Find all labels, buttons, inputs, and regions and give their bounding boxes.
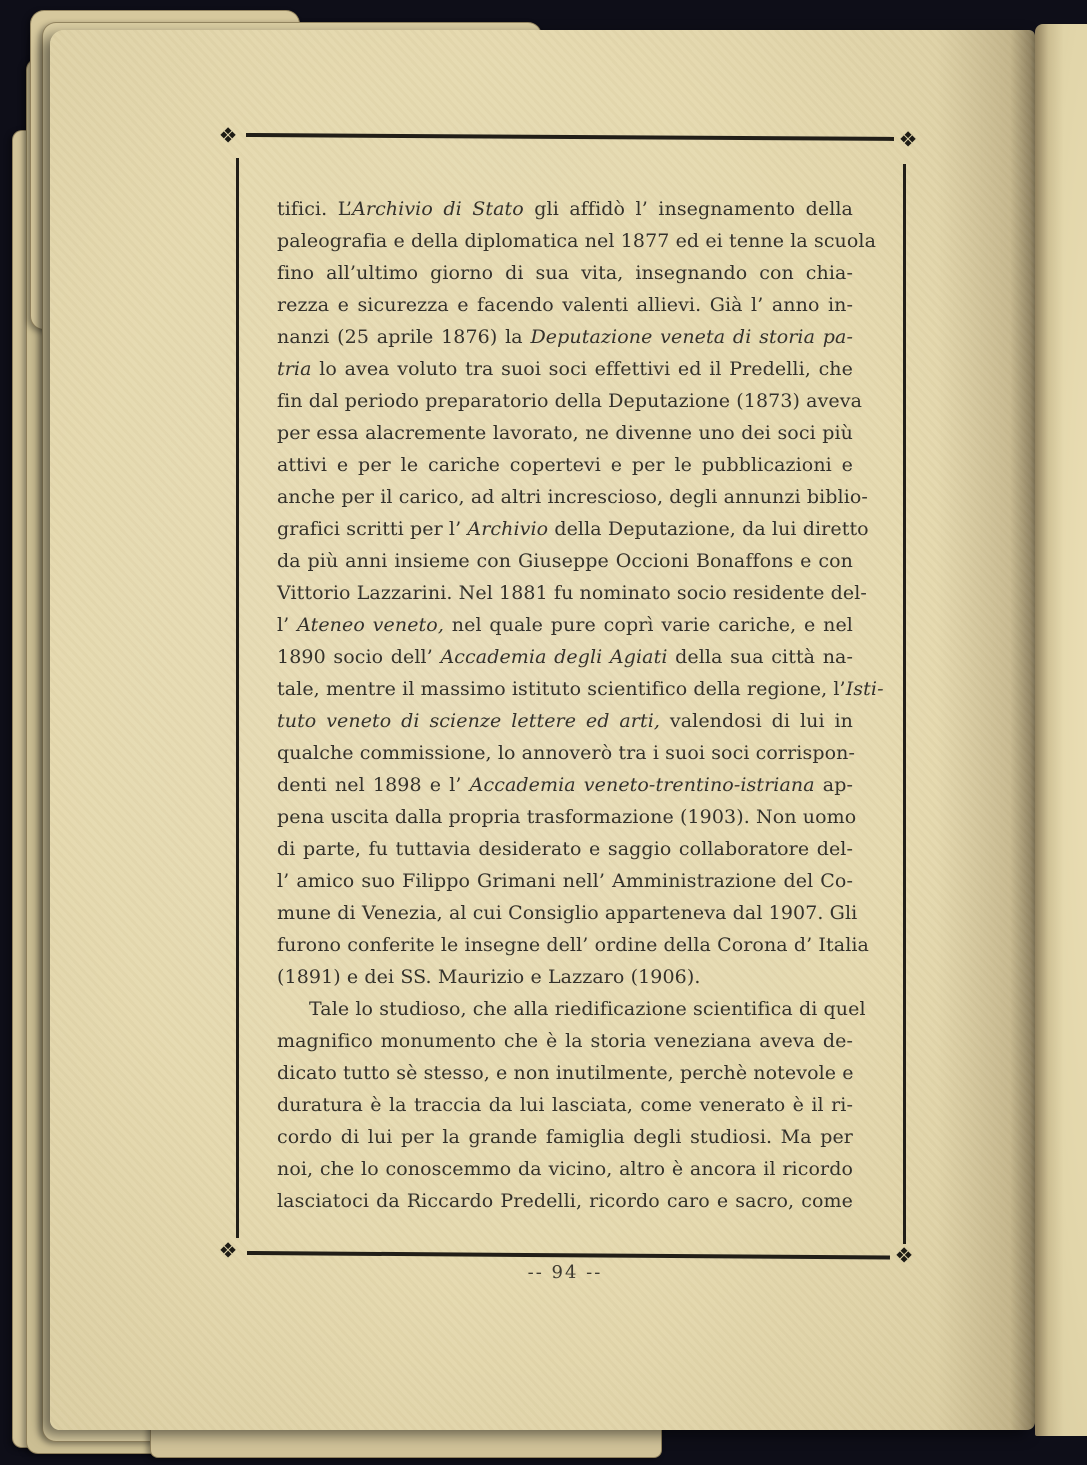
text-line — [277, 1185, 853, 1217]
text-segment: magnifico monumento che è la storia veneziana aveva de- — [277, 1030, 853, 1052]
italic-text-segment: Deputazione veneta di storia pa- — [530, 326, 853, 348]
text-line — [277, 1089, 853, 1121]
text-line — [277, 993, 866, 1025]
italic-text-segment: Ateneo veneto, — [297, 614, 444, 636]
text-line — [277, 481, 868, 513]
text-line — [277, 449, 853, 481]
text-segment: (1891) e dei SS. Maurizio e Lazzaro (1906). — [277, 966, 701, 988]
text-segment: nel quale pure coprì varie cariche, e nel — [443, 614, 853, 636]
text-segment: l’ amico suo Filippo Grimani nell’ Amministrazione del Co- — [277, 870, 853, 892]
text-line — [277, 385, 863, 417]
text-line — [277, 961, 853, 993]
text-line — [277, 225, 877, 257]
adjacent-page-edge — [1035, 24, 1087, 1436]
text-line — [277, 705, 853, 737]
text-segment: da più anni insieme con Giuseppe Occioni Bonaffons e con — [277, 550, 853, 572]
text-line — [277, 1121, 853, 1153]
text-segment: denti nel 1898 e l’ — [277, 774, 470, 796]
frame-rule-left — [236, 158, 239, 1238]
italic-text-segment: Accademia degli Agiati — [440, 646, 668, 668]
text-line — [277, 545, 853, 577]
text-line — [277, 417, 853, 449]
text-line — [277, 897, 858, 929]
text-segment: della sua città na- — [667, 646, 853, 668]
text-line — [277, 769, 853, 801]
italic-text-segment: Isti- — [845, 678, 884, 700]
text-segment: lo avea voluto tra suoi soci effettivi ed il Predelli, che — [311, 358, 853, 380]
text-segment: della Deputazione, da lui diretto — [548, 518, 869, 540]
text-segment: tifici. L’ — [277, 198, 353, 220]
italic-text-segment: tuto veneto di scienze lettere ed arti, — [277, 710, 661, 732]
frame-rule-bottom — [247, 1251, 890, 1259]
text-segment: furono conferite le insegne dell’ ordine della Corona d’ Italia — [277, 934, 869, 956]
text-segment: attivi e per le cariche copertevi e per le pubblicazioni e — [277, 454, 853, 476]
text-segment: qualche commissione, lo annoverò tra i suoi soci corrispon- — [277, 742, 855, 764]
text-segment: Vittorio Lazzarini. Nel 1881 fu nominato socio residente del- — [277, 582, 867, 604]
text-segment: fino all’ultimo giorno di sua vita, insegnando con chia- — [277, 262, 853, 284]
text-segment: mune di Venezia, al cui Consiglio apparteneva dal 1907. Gli — [277, 902, 858, 924]
corner-ornament-icon: ❖ — [218, 1238, 238, 1263]
text-line — [277, 1025, 853, 1057]
text-line — [277, 641, 853, 673]
text-line — [277, 801, 857, 833]
text-line — [277, 737, 853, 769]
text-line — [277, 833, 853, 865]
corner-ornament-icon: ❖ — [218, 123, 238, 148]
text-line — [277, 1057, 853, 1089]
text-line — [277, 609, 853, 641]
text-segment: valendosi di lui in — [660, 710, 853, 732]
text-line — [277, 865, 853, 897]
text-line — [277, 513, 869, 545]
text-segment: per essa alacremente lavorato, ne divenne uno dei soci più — [277, 422, 853, 444]
text-segment: noi, che lo conoscemmo da vicino, altro è ancora il ricordo — [277, 1158, 853, 1180]
text-segment: nanzi (25 aprile 1876) la — [277, 326, 531, 348]
italic-text-segment: Archivio — [467, 518, 549, 540]
text-line — [277, 353, 853, 385]
text-segment: cordo di lui per la grande famiglia degli studiosi. Ma per — [277, 1126, 853, 1148]
text-segment: grafici scritti per l’ — [277, 518, 468, 540]
book-page — [50, 30, 1035, 1430]
text-segment: fin dal periodo preparatorio della Deputazione (1873) aveva — [277, 390, 863, 412]
text-segment: paleografia e della diplomatica nel 1877 ed ei tenne la scuola — [277, 230, 877, 252]
text-segment: 1890 socio dell’ — [277, 646, 441, 668]
text-line — [277, 193, 853, 225]
text-line — [277, 289, 853, 321]
text-segment: anche per il carico, ad altri increscioso, degli annunzi biblio- — [277, 486, 868, 508]
text-segment: l’ — [277, 614, 298, 636]
text-line — [277, 257, 853, 289]
frame-rule-right — [903, 164, 906, 1244]
corner-ornament-icon: ❖ — [898, 127, 918, 152]
frame-rule-top — [246, 133, 894, 141]
text-segment: lasciatoci da Riccardo Predelli, ricordo caro e sacro, come — [277, 1190, 853, 1212]
text-segment: di parte, fu tuttavia desiderato e saggio collaboratore del- — [277, 838, 853, 860]
text-line — [277, 577, 867, 609]
text-block — [277, 193, 884, 1217]
italic-text-segment: tria — [277, 358, 312, 380]
corner-ornament-icon: ❖ — [894, 1243, 914, 1268]
text-segment: ap- — [814, 774, 853, 796]
text-segment: pena uscita dalla propria trasformazione (1903). Non uomo — [277, 806, 857, 828]
text-line — [277, 929, 869, 961]
text-segment: Tale lo studioso, che alla riedificazione scientifica di quel — [309, 998, 866, 1020]
italic-text-segment: Archivio di Stato — [352, 198, 524, 220]
page-number: -- 94 -- — [527, 1262, 603, 1283]
text-segment: dicato tutto sè stesso, e non inutilmente, perchè notevole e — [277, 1062, 854, 1084]
text-line — [277, 673, 884, 705]
text-line — [277, 1153, 853, 1185]
text-segment: tale, mentre il massimo istituto scientifico della regione, l’ — [277, 678, 846, 700]
text-segment: gli affidò l’ insegnamento della — [523, 198, 853, 220]
text-line — [277, 321, 853, 353]
text-segment: rezza e sicurezza e facendo valenti allievi. Già l’ anno in- — [277, 294, 853, 316]
italic-text-segment: Accademia veneto-trentino-istriana — [469, 774, 815, 796]
text-segment: duratura è la traccia da lui lasciata, come venerato è il ri- — [277, 1094, 853, 1116]
